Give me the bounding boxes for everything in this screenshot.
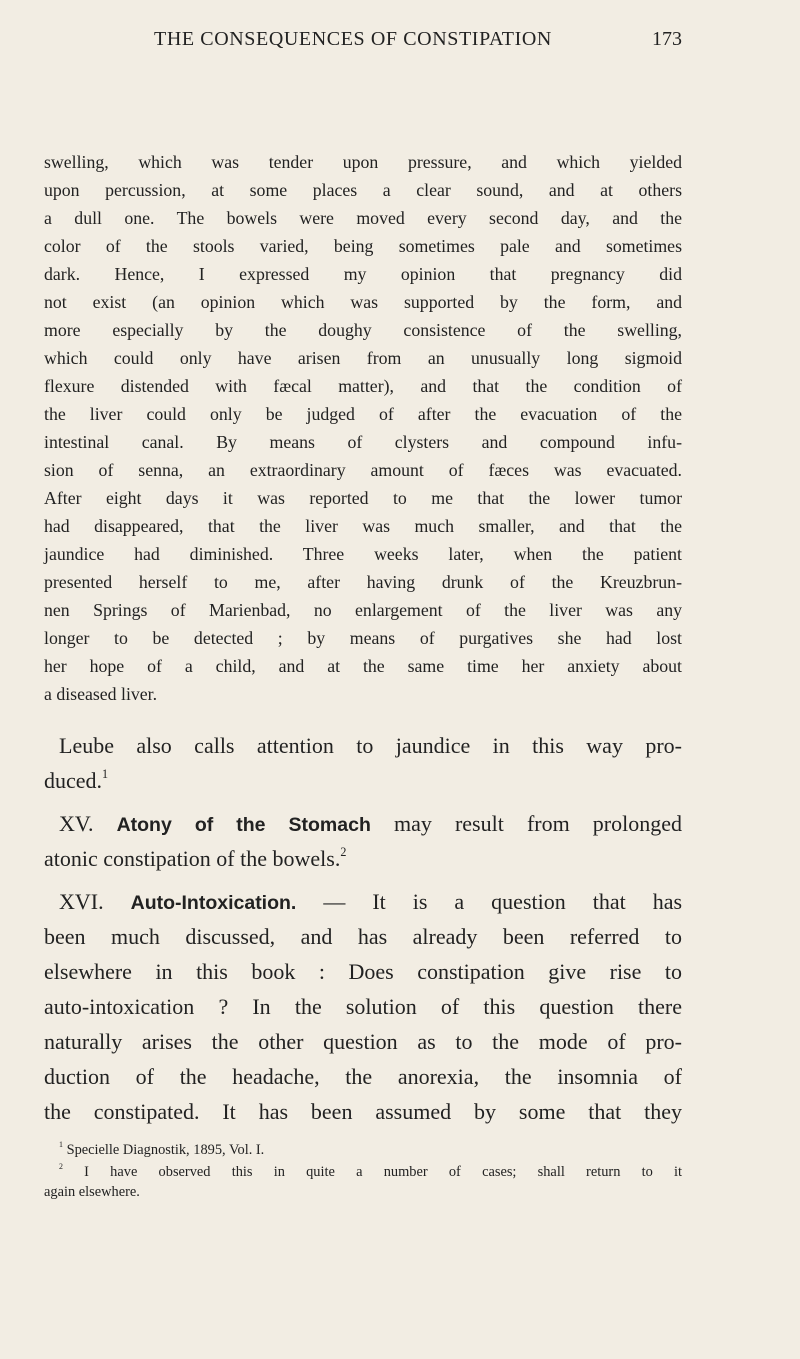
text-line: more especially by the doughy consistence of the swelling,: [44, 320, 682, 340]
text-line: which could only have arisen from an unusually long sigmoid: [44, 348, 682, 368]
text-line: jaundice had diminished. Three weeks later, when the patient: [44, 544, 682, 564]
running-title: THE CONSEQUENCES OF CONSTIPATION: [154, 28, 552, 50]
footnote-marker: 1: [59, 1140, 63, 1150]
text-run: — It is a question that has: [323, 889, 683, 914]
text-line: auto-intoxication ? In the solution of this question there: [44, 994, 682, 1019]
text-line: a dull one. The bowels were moved every second day, and the: [44, 208, 682, 228]
text-line: not exist (an opinion which was supported by the form, and: [44, 292, 682, 312]
text-run: may result from prolonged: [393, 811, 683, 836]
text-line: After eight days it was reported to me that the lower tumor: [44, 488, 682, 508]
text-line: dark. Hence, I expressed my opinion that pregnancy did: [44, 264, 682, 284]
footnote-ref-1: 1: [102, 766, 109, 781]
footnote-2-continuation: again elsewhere.: [44, 1184, 140, 1200]
section-heading: Auto-Intoxication.: [130, 892, 297, 914]
text-line: swelling, which was tender upon pressure, and which yielded: [44, 152, 682, 172]
section-number: XV.: [59, 811, 94, 836]
section-number: XVI.: [59, 889, 104, 914]
text-line: nen Springs of Marienbad, no enlargement of the liver was any: [44, 600, 682, 620]
section-heading: Atony of the Stomach: [116, 814, 371, 836]
text-line: [44, 843, 682, 875]
text-line: longer to be detected ; by means of purgatives she had lost: [44, 628, 682, 648]
text-line: duction of the headache, the anorexia, the insomnia of: [44, 1064, 682, 1089]
text-line: been much discussed, and has already been referred to: [44, 924, 682, 949]
text-line: intestinal canal. By means of clysters and compound infu-: [44, 432, 682, 452]
text-line: had disappeared, that the liver was much smaller, and that the: [44, 516, 682, 536]
running-head: [148, 14, 682, 54]
footnote-ref-2: 2: [340, 844, 347, 859]
text-line: flexure distended with fæcal matter), and that the condition of: [44, 376, 682, 396]
text-line: a diseased liver.: [44, 684, 158, 704]
section-xvi-line: [44, 886, 682, 918]
footnote-marker: 2: [59, 1162, 63, 1172]
text-line: naturally arises the other question as to the mode of pro-: [44, 1029, 682, 1054]
page-number: 173: [652, 28, 682, 50]
text-line: upon percussion, at some places a clear sound, and at others: [44, 180, 682, 200]
text-line: Leube also calls attention to jaundice in this way pro-: [59, 733, 682, 758]
text-line: sion of senna, an extraordinary amount of fæces was evacuated.: [44, 460, 682, 480]
footnote-1: [44, 1140, 682, 1160]
text-line: the constipated. It has been assumed by some that they: [44, 1099, 682, 1124]
footnote-text: I have observed this in quite a number of cases; shall return to it: [84, 1164, 682, 1180]
text-line: [44, 765, 682, 797]
text-run: duced.: [44, 768, 103, 793]
text-line: the liver could only be judged of after the evacuation of the: [44, 404, 682, 424]
text-line: color of the stools varied, being sometimes pale and sometimes: [44, 236, 682, 256]
text-line: presented herself to me, after having drunk of the Kreuzbrun-: [44, 572, 682, 592]
text-line: her hope of a child, and at the same time her anxiety about: [44, 656, 682, 676]
footnote-2: [44, 1162, 682, 1182]
section-xv-line: [44, 808, 682, 840]
footnote-text: Specielle Diagnostik, 1895, Vol. I.: [66, 1142, 265, 1158]
text-run: atonic constipation of the bowels.: [44, 846, 341, 871]
text-line: elsewhere in this book : Does constipation give rise to: [44, 959, 682, 984]
